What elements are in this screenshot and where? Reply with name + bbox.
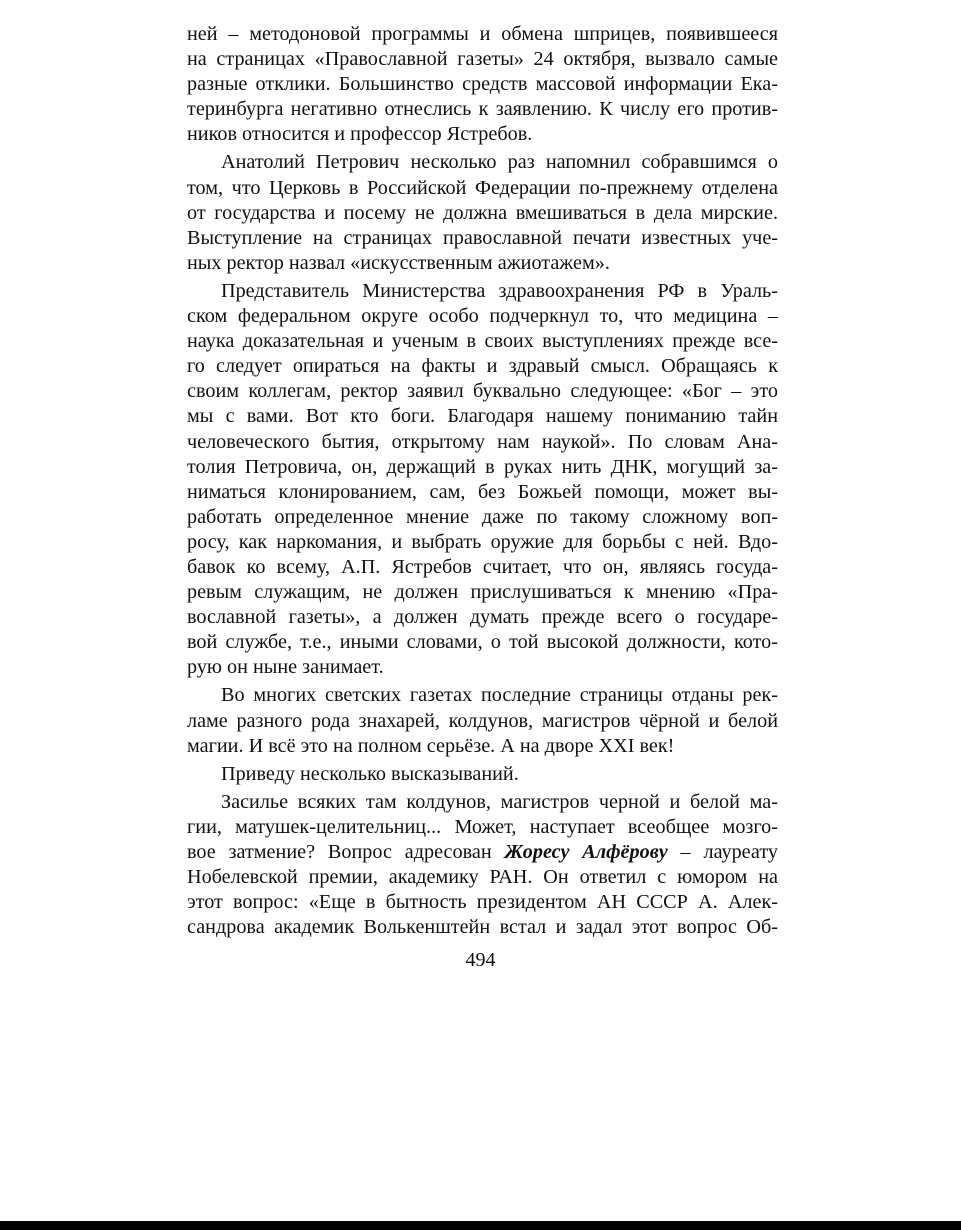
text-line: Представитель Министерства здравоохранения РФ в Ураль- xyxy=(221,279,778,302)
emphasized-name: Жоресу Алфёрову xyxy=(504,841,668,863)
text-line: Засилье всяких там колдунов, магистров черной и белой ма- xyxy=(221,790,778,813)
paragraph-6 xyxy=(187,790,778,941)
text-line: гии, матушек-целительниц... Может, наступает всеобщее мозго- xyxy=(187,815,778,838)
text-line: го следует опираться на факты и здравый смысл. Обращаясь к xyxy=(187,355,778,378)
text-line: магии. И всё это на полном серьёзе. А на дворе XXI век! xyxy=(187,734,675,757)
text-line: бавок ко всему, А.П. Ястребов считает, что он, являясь госуда- xyxy=(187,555,778,578)
paragraph-4 xyxy=(187,683,778,758)
text-line: вославной газеты», а должен думать прежде всего о государе- xyxy=(187,606,778,629)
page-number: 494 xyxy=(465,949,496,971)
text-line: ниматься клонированием, сам, без Божьей помощи, может вы- xyxy=(187,480,778,503)
text-line: том, что Церковь в Российской Федерации по-прежнему отделена xyxy=(187,176,778,199)
text-line: ней – методоновой программы и обмена шприцев, появившееся xyxy=(187,23,778,45)
text-line: сандрова академик Волькенштейн встал и задал этот вопрос Об- xyxy=(187,916,778,939)
text-line: Выступление на страницах православной печати известных уче- xyxy=(187,226,778,249)
text-line: наука доказательная и ученым в своих выступлениях прежде все- xyxy=(187,330,778,353)
body-text xyxy=(187,22,778,940)
text-segment: вое затмение? Вопрос адресован xyxy=(187,841,505,863)
text-line: ных ректор назвал «искусственным ажиотажем». xyxy=(187,251,610,274)
text-line: Нобелевской премии, академику РАН. Он ответил с юмором на xyxy=(187,866,778,889)
text-line: Приведу несколько высказываний. xyxy=(221,762,519,785)
text-line: рую он ныне занимает. xyxy=(187,656,384,679)
text-line: работать определенное мнение даже по такому сложному воп- xyxy=(187,505,778,528)
text-segment: – лауреату xyxy=(667,841,778,863)
text-line: теринбурга негативно отнеслись к заявлению. К числу его против- xyxy=(187,98,778,121)
text-line: вой службе, т.е., иными словами, о той высокой должности, кото- xyxy=(187,631,778,654)
text-line: мы с вами. Вот кто боги. Благодаря нашему пониманию тайн xyxy=(187,405,778,428)
text-line: на страницах «Православной газеты» 24 октября, вызвало самые xyxy=(187,48,778,71)
paragraph-3 xyxy=(187,279,778,681)
text-line: человеческого бытия, открытому нам наукой». По словам Ана- xyxy=(187,430,778,453)
paragraph-5 xyxy=(187,762,778,787)
text-line: от государства и посему не должна вмешиваться в дела мирские. xyxy=(187,201,778,224)
text-line: этот вопрос: «Еще в бытность президентом АН СССР А. Алек- xyxy=(187,891,778,914)
text-line: ском федеральном округе особо подчеркнул то, что медицина – xyxy=(187,305,778,328)
text-line: толия Петровича, он, держащий в руках нить ДНК, могущий за- xyxy=(187,455,778,478)
bottom-border xyxy=(0,1221,961,1230)
paragraph-2 xyxy=(187,150,778,275)
text-line: ламе разного рода знахарей, колдунов, магистров чёрной и белой xyxy=(187,709,778,732)
text-line-with-emphasis xyxy=(187,840,778,865)
text-line: ревым служащим, не должен прислушиваться к мнению «Пра- xyxy=(187,581,778,604)
text-line: ников относится и профессор Ястребов. xyxy=(187,123,533,146)
paragraph-1 xyxy=(187,22,778,147)
text-line: Анатолий Петрович несколько раз напомнил собравшимся о xyxy=(221,151,778,174)
text-line: росу, как наркомания, и выбрать оружие для борьбы с ней. Вдо- xyxy=(187,530,778,553)
text-line: Во многих светских газетах последние страницы отданы рек- xyxy=(221,684,778,707)
text-line: своим коллегам, ректор заявил буквально следующее: «Бог – это xyxy=(187,380,778,403)
text-line: разные отклики. Большинство средств массовой информации Ека- xyxy=(187,73,778,96)
